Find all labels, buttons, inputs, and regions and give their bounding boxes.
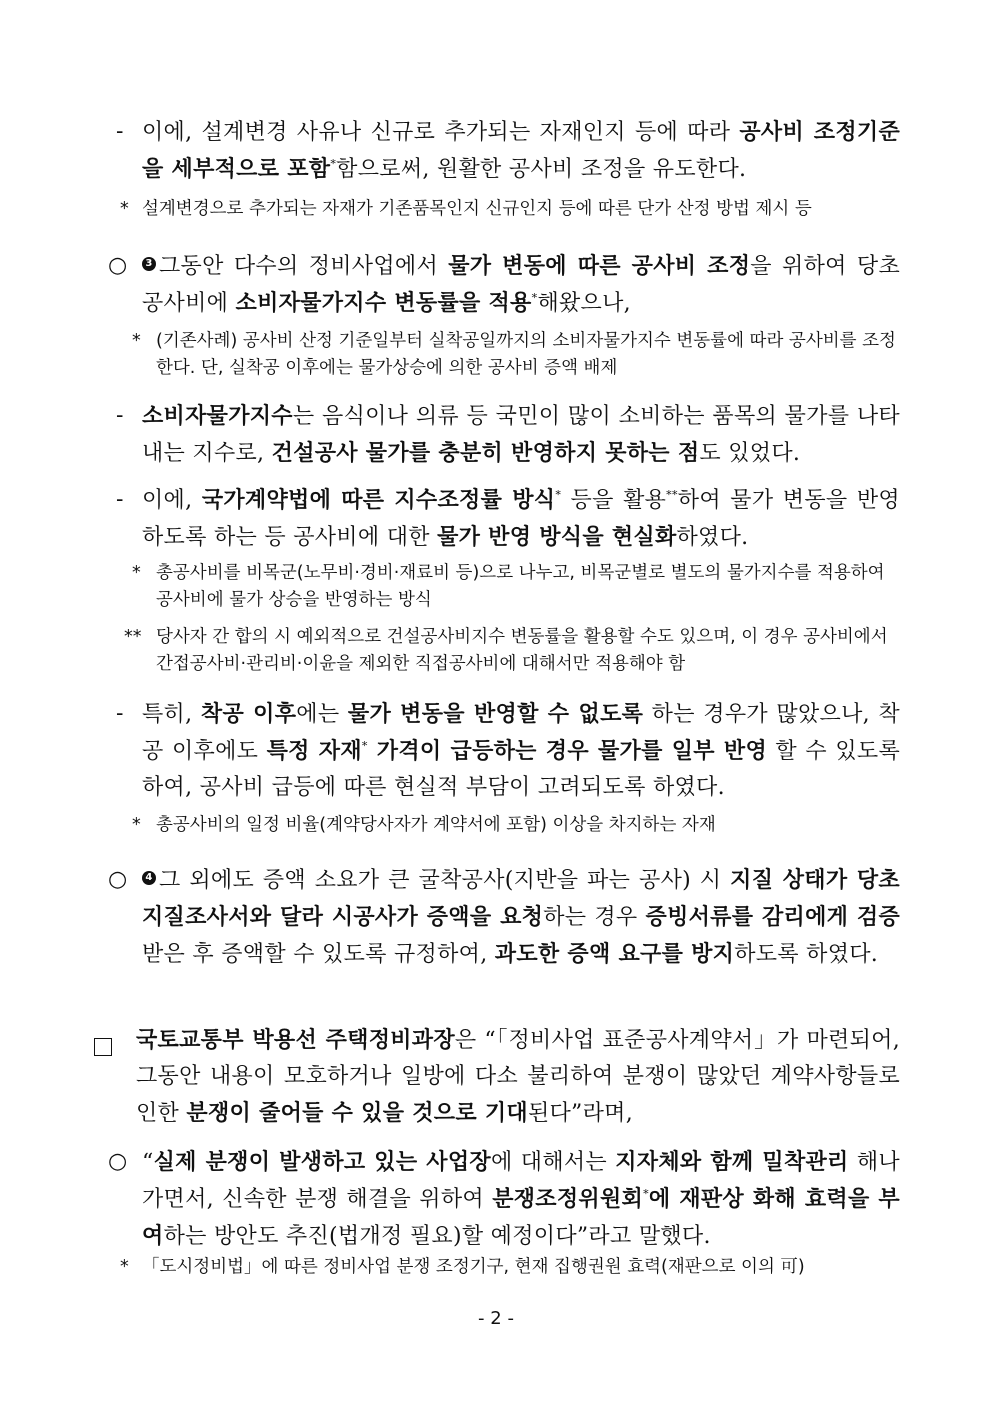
footnote-1 [120, 196, 910, 223]
asterisk-marker: * [120, 199, 129, 219]
circled-number-icon: 3 [142, 257, 156, 271]
bullet-dash-1 [112, 114, 900, 188]
footnote-text: 당사자 간 합의 시 예외적으로 건설공사비지수 변동률을 활용할 수도 있으며, 이 경우 공사비에서 간접공사비·관리비·이윤을 제외한 직접공사비에 대해서만 적용해야 함 [156, 627, 888, 674]
double-asterisk-marker: ** [124, 627, 142, 647]
bullet-text: 이에, 설계변경 사유나 신규로 추가되는 자재인지 등에 따라 공사비 조정기준을 세부적으로 포함*함으로써, 원활한 공사비 조정을 유도한다. [142, 119, 901, 182]
footnote-8 [120, 1254, 910, 1281]
footnote-text: 총공사비의 일정 비율(계약당사자가 계약서에 포함) 이상을 차지하는 자재 [156, 815, 716, 835]
checkbox-square-icon [94, 1032, 112, 1068]
bullet-text: “실제 분쟁이 발생하고 있는 사업장에 대해서는 지자체와 함께 밀착관리 해나가면서, 신속한 분쟁 해결을 위하여 분쟁조정위원회*에 재판상 화해 효력을 부여하는 방안도 추진(법개정 필요)할 예정이다”라고 말했다. [142, 1149, 900, 1249]
page-number: - 2 - [478, 1308, 514, 1329]
dash-marker: - [116, 403, 124, 428]
footnote-text: 총공사비를 비목군(노무비·경비·재료비 등)으로 나누고, 비목군별로 별도의 물가지수를 적용하여 공사비에 물가 상승을 반영하는 방식 [156, 563, 885, 610]
footnote-5 [132, 812, 900, 839]
asterisk-marker: * [132, 815, 141, 835]
bullet-text: 3 그동안 다수의 정비사업에서 물가 변동에 따른 공사비 조정을 위하여 당초 공사비에 소비자물가지수 변동률을 적용*해왔으나, [142, 253, 900, 316]
footnote-text: 「도시정비법」에 따른 정비사업 분쟁 조정기구, 현재 집행권원 효력(재판으로 이의 可) [142, 1257, 805, 1277]
footnote-2 [132, 328, 900, 382]
bullet-circle-6 [108, 862, 900, 973]
bullet-dash-3 [112, 398, 900, 472]
bullet-circle-2 [108, 248, 900, 322]
circle-marker: ○ [108, 253, 128, 278]
asterisk-marker: * [132, 331, 141, 351]
asterisk-marker: * [132, 563, 141, 583]
bullet-text: 특히, 착공 이후에는 물가 변동을 반영할 수 없도록 하는 경우가 많았으나, 착공 이후에도 특정 자재* 가격이 급등하는 경우 물가를 일부 반영 할 수 있도록 하여, 공사비 급등에 따른 현실적 부담이 고려되도록 하였다. [142, 701, 901, 800]
bullet-circle-8 [108, 1144, 900, 1255]
footnote-text: 설계변경으로 추가되는 자재가 기존품목인지 신규인지 등에 따른 단가 산정 방법 제시 등 [142, 199, 812, 219]
footnote-4b [124, 624, 900, 678]
circled-number-icon: 4 [142, 871, 156, 885]
paragraph-text: 국토교통부 박용선 주택정비과장은 “「정비사업 표준공사계약서」가 마련되어, 그동안 내용이 모호하거나 일방에 다소 불리하여 분쟁이 많았던 계약사항들로 인한 분쟁이 줄어들 수 있을 것으로 기대된다”라며, [136, 1027, 900, 1126]
circle-marker: ○ [108, 867, 128, 892]
bullet-text: 소비자물가지수는 음식이나 의류 등 국민이 많이 소비하는 품목의 물가를 나타내는 지수로, 건설공사 물가를 충분히 반영하지 못하는 점도 있었다. [142, 403, 900, 466]
dash-marker: - [116, 487, 124, 512]
bullet-dash-4 [112, 482, 900, 556]
dash-marker: - [116, 701, 124, 726]
dash-marker: - [116, 119, 124, 144]
bullet-text: 이에, 국가계약법에 따른 지수조정률 방식* 등을 활용**하여 물가 변동을 반영하도록 하는 등 공사비에 대한 물가 반영 방식을 현실화하였다. [142, 487, 900, 550]
bullet-text: 4 그 외에도 증액 소요가 큰 굴착공사(지반을 파는 공사) 시 지질 상태가 당초 지질조사서와 달라 시공사가 증액을 요청하는 경우 증빙서류를 감리에게 검증받은 후 증액할 수 있도록 규정하여, 과도한 증액 요구를 방지하도록 하였다. [142, 867, 900, 967]
section-box-paragraph [94, 1022, 900, 1132]
footnote-text: (기존사례) 공사비 산정 기준일부터 실착공일까지의 소비자물가지수 변동률에 따라 공사비를 조정한다. 단, 실착공 이후에는 물가상승에 의한 공사비 증액 배제 [156, 331, 896, 378]
circle-marker: ○ [108, 1149, 128, 1174]
bullet-dash-5 [112, 696, 900, 806]
footnote-4a [132, 560, 900, 614]
asterisk-marker: * [120, 1257, 129, 1277]
